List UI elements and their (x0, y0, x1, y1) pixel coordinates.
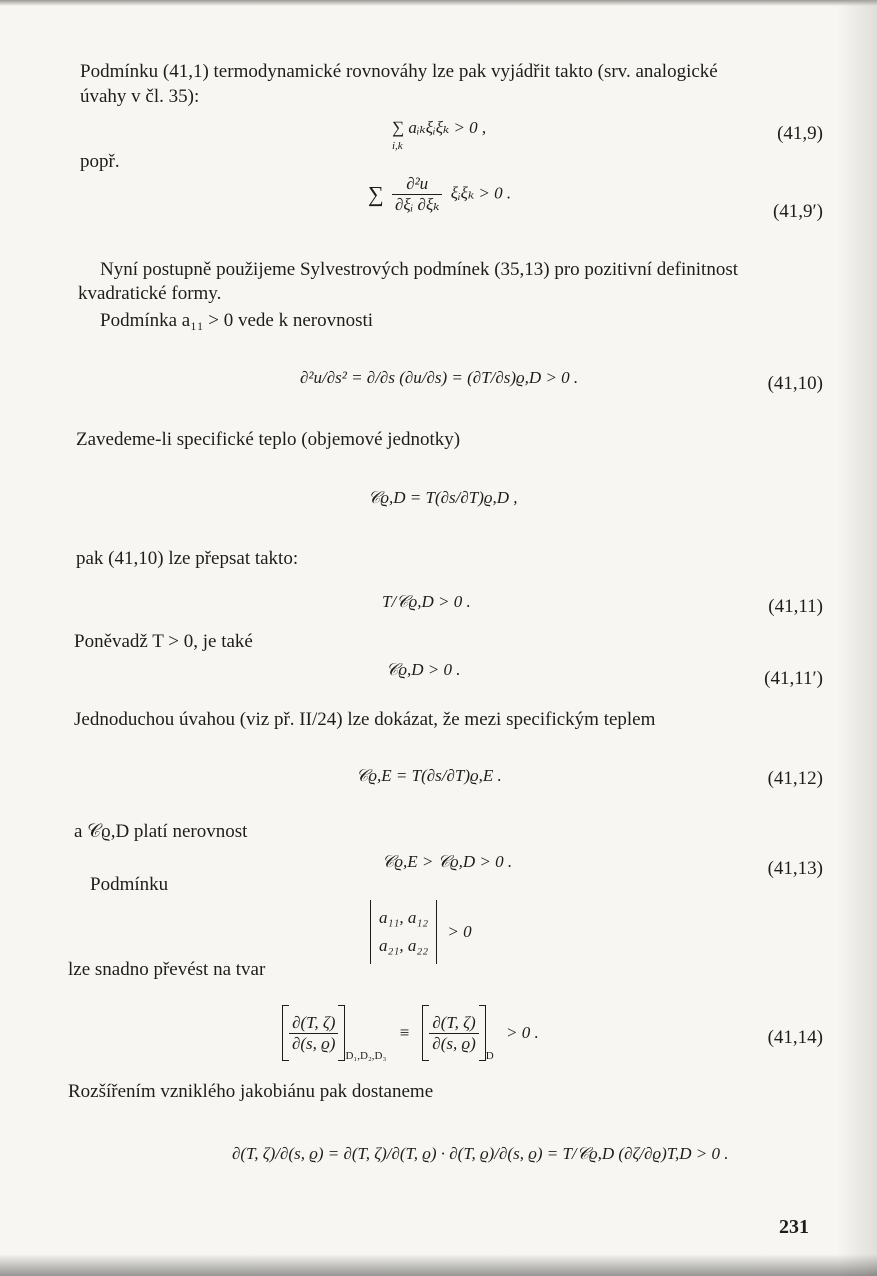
right-bracket-2 (479, 1005, 486, 1061)
equation-number-41-9-prime: (41,9′) (772, 201, 823, 222)
page-number: 231 (779, 1216, 809, 1238)
equation-number-41-9: (41,9) (777, 123, 823, 144)
paragraph-3-line-2: kvadratické formy. (78, 283, 222, 304)
equation-41-13: 𝒞ϱ,E > 𝒞ϱ,D > 0 . (382, 852, 513, 871)
equation-41-10: ∂²u/∂s² = ∂/∂s (∂u/∂s) = (∂T/∂s)ϱ,D > 0 . (300, 368, 579, 387)
equation-number-41-10: (41,10) (767, 373, 823, 394)
eq-41-9p-numerator: ∂²u (392, 174, 443, 195)
equation-41-12: 𝒞ϱ,E = T(∂s/∂T)ϱ,E . (356, 766, 502, 785)
scan-bottom-shadow (0, 1254, 877, 1276)
paragraph-4: Podmínka a₁₁ > 0 vede k nerovnosti (100, 310, 374, 331)
eq-41-14-tail: > 0 . (505, 1023, 539, 1042)
determinant-tail: > 0 (447, 922, 472, 941)
equation-number-41-13: (41,13) (767, 858, 823, 879)
paragraph-11: lze snadno převést na tvar (68, 959, 266, 980)
eq-41-14-sub-1: D₁,D₂,D₃ (345, 1049, 387, 1062)
equation-41-11: T/𝒞ϱ,D > 0 . (382, 592, 471, 611)
left-bracket-2 (422, 1005, 429, 1061)
paragraph-5: Zavedeme-li specifické teplo (objemové jednotky) (76, 429, 461, 450)
eq-41-14-jac-den-2: ∂(s, ϱ) (432, 1033, 476, 1053)
paragraph-7: Poněvadž T > 0, je také (74, 631, 253, 652)
determinant-row-1: a₁₁, a₁₂ (379, 908, 429, 927)
equation-41-9 (392, 118, 486, 138)
paragraph-10: Podmínku (90, 874, 169, 895)
paragraph-6: pak (41,10) lze přepsat takto: (76, 548, 299, 569)
equation-number-41-11: (41,11) (768, 596, 823, 617)
paragraph-12: Rozšířením vzniklého jakobiánu pak dostaneme (68, 1081, 434, 1102)
equation-number-41-12: (41,12) (767, 768, 823, 789)
equation-jacobian-expansion: ∂(T, ζ)/∂(s, ϱ) = ∂(T, ζ)/∂(T, ϱ) · ∂(T, ϱ)/∂(s, ϱ) = T/𝒞ϱ,D (∂ζ/∂ϱ)T,D > 0 . (232, 1144, 729, 1163)
paragraph-8: Jednoduchou úvahou (viz př. II/24) lze dokázat, že mezi specifickým teplem (74, 709, 656, 730)
paragraph-3-line-1: Nyní postupně použijeme Sylvestrových podmínek (35,13) pro pozitivní definitnost (100, 259, 738, 280)
eq-41-14-jac-num-2: ∂(T, ζ) (429, 1013, 478, 1034)
eq-41-9p-tail: ξᵢξₖ > 0 . (450, 183, 512, 203)
paragraph-9: a 𝒞ϱ,D platí nerovnost (74, 821, 248, 842)
determinant-row-2: a₂₁, a₂₂ (379, 936, 429, 955)
paragraph-1-line-2: úvahy v čl. 35): (80, 86, 200, 107)
left-bracket-1 (282, 1005, 289, 1061)
determinant-condition (370, 900, 472, 964)
eq-41-14-jac-den-1: ∂(s, ϱ) (292, 1033, 336, 1053)
scan-top-edge (0, 0, 877, 6)
paragraph-popr: popř. (80, 151, 120, 172)
equation-41-9-prime: ∑ $\frac{\text{∂²u}}{\text{∂ξᵢ ∂ξₖ}}$ ξᵢξₖ > 0 . (368, 174, 512, 214)
equation-41-14: $\frac{\partial(T, \zeta)}{\partial(s, ϱ)}$ $_{D_1,D_2,D_3}$ ≡ $\frac{\partial(T, \zeta)}{\partial(s, ϱ)}$ $_D$ > 0 . (282, 1005, 539, 1062)
eq-41-14-sub-2: D (485, 1049, 494, 1062)
eq-41-9p-denominator: ∂ξᵢ ∂ξₖ (394, 195, 440, 214)
equation-number-41-11-prime: (41,11′) (764, 668, 823, 689)
paragraph-1-line-1: Podmínku (41,1) termodynamické rovnováhy lze pak vyjádřit takto (srv. analogické (80, 61, 718, 82)
equation-number-41-14: (41,14) (767, 1027, 823, 1048)
equation-41-9-index: i,k (392, 140, 403, 152)
equation-41-9-body: ∑ aᵢₖξᵢξₖ > 0 , (392, 118, 487, 137)
eq-41-14-jac-num-1: ∂(T, ζ) (289, 1013, 338, 1034)
scan-right-shadow (837, 0, 877, 1276)
equation-specific-heat: 𝒞ϱ,D = T(∂s/∂T)ϱ,D , (368, 488, 518, 507)
equation-41-11-prime: 𝒞ϱ,D > 0 . (386, 660, 461, 679)
determinant (370, 900, 437, 964)
